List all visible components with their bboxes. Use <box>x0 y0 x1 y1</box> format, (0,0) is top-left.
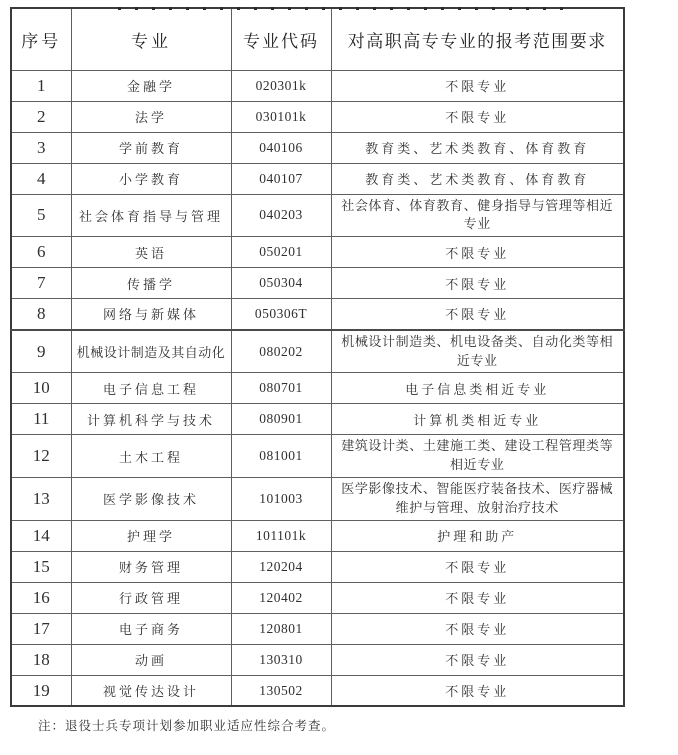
table-row <box>11 551 624 582</box>
requirement-cell: 不限专业 <box>331 675 624 706</box>
requirement-cell: 医学影像技术、智能医疗装备技术、医疗器械维护与管理、放射治疗技术 <box>331 478 624 521</box>
majors-table <box>10 7 625 707</box>
row-number-cell: 1 <box>11 70 71 101</box>
major-cell: 计算机科学与技术 <box>71 404 231 435</box>
requirement-cell: 电子信息类相近专业 <box>331 373 624 404</box>
row-number-cell: 17 <box>11 613 71 644</box>
major-cell: 传播学 <box>71 268 231 299</box>
row-number-cell: 18 <box>11 644 71 675</box>
major-cell: 金融学 <box>71 70 231 101</box>
major-cell: 电子商务 <box>71 613 231 644</box>
table-row <box>11 582 624 613</box>
major-cell: 视觉传达设计 <box>71 675 231 706</box>
code-cell: 130502 <box>231 675 331 706</box>
table-header-row <box>11 8 624 70</box>
requirement-cell: 建筑设计类、土建施工类、建设工程管理类等相近专业 <box>331 435 624 478</box>
table-row <box>11 101 624 132</box>
row-number-cell: 7 <box>11 268 71 299</box>
requirement-cell: 护理和助产 <box>331 520 624 551</box>
table-row <box>11 435 624 478</box>
row-number-cell: 8 <box>11 299 71 330</box>
requirement-cell: 不限专业 <box>331 299 624 330</box>
requirement-cell: 不限专业 <box>331 101 624 132</box>
row-number-cell: 13 <box>11 478 71 521</box>
major-cell: 小学教育 <box>71 163 231 194</box>
code-cell: 120801 <box>231 613 331 644</box>
requirement-cell: 不限专业 <box>331 237 624 268</box>
row-number-cell: 4 <box>11 163 71 194</box>
header-major: 专业 <box>71 8 231 70</box>
requirement-cell: 不限专业 <box>331 268 624 299</box>
requirement-cell: 机械设计制造类、机电设备类、自动化类等相近专业 <box>331 330 624 373</box>
row-number-cell: 16 <box>11 582 71 613</box>
header-requirement: 对高职高专专业的报考范围要求 <box>331 8 624 70</box>
header-major-code: 专业代码 <box>231 8 331 70</box>
row-number-cell: 5 <box>11 194 71 237</box>
row-number-cell: 14 <box>11 520 71 551</box>
table-row <box>11 268 624 299</box>
major-cell: 机械设计制造及其自动化 <box>71 330 231 373</box>
code-cell: 081001 <box>231 435 331 478</box>
major-cell: 土木工程 <box>71 435 231 478</box>
code-cell: 040107 <box>231 163 331 194</box>
major-cell: 财务管理 <box>71 551 231 582</box>
major-cell: 英语 <box>71 237 231 268</box>
major-cell: 护理学 <box>71 520 231 551</box>
code-cell: 050306T <box>231 299 331 330</box>
code-cell: 120402 <box>231 582 331 613</box>
major-cell: 行政管理 <box>71 582 231 613</box>
major-cell: 网络与新媒体 <box>71 299 231 330</box>
row-number-cell: 9 <box>11 330 71 373</box>
major-cell: 动画 <box>71 644 231 675</box>
major-cell: 法学 <box>71 101 231 132</box>
row-number-cell: 12 <box>11 435 71 478</box>
table-row <box>11 70 624 101</box>
code-cell: 080901 <box>231 404 331 435</box>
requirement-cell: 教育类、艺术类教育、体育教育 <box>331 132 624 163</box>
requirement-cell: 不限专业 <box>331 582 624 613</box>
code-cell: 030101k <box>231 101 331 132</box>
row-number-cell: 10 <box>11 373 71 404</box>
table-row <box>11 330 624 373</box>
table-row <box>11 675 624 706</box>
code-cell: 040203 <box>231 194 331 237</box>
row-number-cell: 2 <box>11 101 71 132</box>
table-row <box>11 163 624 194</box>
code-cell: 120204 <box>231 551 331 582</box>
code-cell: 050304 <box>231 268 331 299</box>
table-row <box>11 644 624 675</box>
row-number-cell: 6 <box>11 237 71 268</box>
requirement-cell: 教育类、艺术类教育、体育教育 <box>331 163 624 194</box>
code-cell: 040106 <box>231 132 331 163</box>
table-row <box>11 237 624 268</box>
table-row <box>11 478 624 521</box>
header-row-number: 序号 <box>11 8 71 70</box>
table-row <box>11 194 624 237</box>
row-number-cell: 3 <box>11 132 71 163</box>
table-row <box>11 404 624 435</box>
table-row <box>11 132 624 163</box>
table-body <box>11 70 624 706</box>
requirement-cell: 不限专业 <box>331 644 624 675</box>
table-row <box>11 520 624 551</box>
table-row <box>11 373 624 404</box>
clipped-title-remnant <box>118 7 573 11</box>
major-cell: 医学影像技术 <box>71 478 231 521</box>
table-row <box>11 299 624 330</box>
code-cell: 080701 <box>231 373 331 404</box>
requirement-cell: 不限专业 <box>331 613 624 644</box>
row-number-cell: 15 <box>11 551 71 582</box>
row-number-cell: 11 <box>11 404 71 435</box>
code-cell: 050201 <box>231 237 331 268</box>
major-cell: 学前教育 <box>71 132 231 163</box>
table-row <box>11 613 624 644</box>
major-cell: 电子信息工程 <box>71 373 231 404</box>
code-cell: 101101k <box>231 520 331 551</box>
row-number-cell: 19 <box>11 675 71 706</box>
requirement-cell: 社会体育、体育教育、健身指导与管理等相近专业 <box>331 194 624 237</box>
major-cell: 社会体育指导与管理 <box>71 194 231 237</box>
requirement-cell: 不限专业 <box>331 551 624 582</box>
requirement-cell: 不限专业 <box>331 70 624 101</box>
footnote: 注：退役士兵专项计划参加职业适应性综合考查。 <box>38 719 336 734</box>
requirement-cell: 计算机类相近专业 <box>331 404 624 435</box>
code-cell: 101003 <box>231 478 331 521</box>
code-cell: 020301k <box>231 70 331 101</box>
code-cell: 080202 <box>231 330 331 373</box>
code-cell: 130310 <box>231 644 331 675</box>
